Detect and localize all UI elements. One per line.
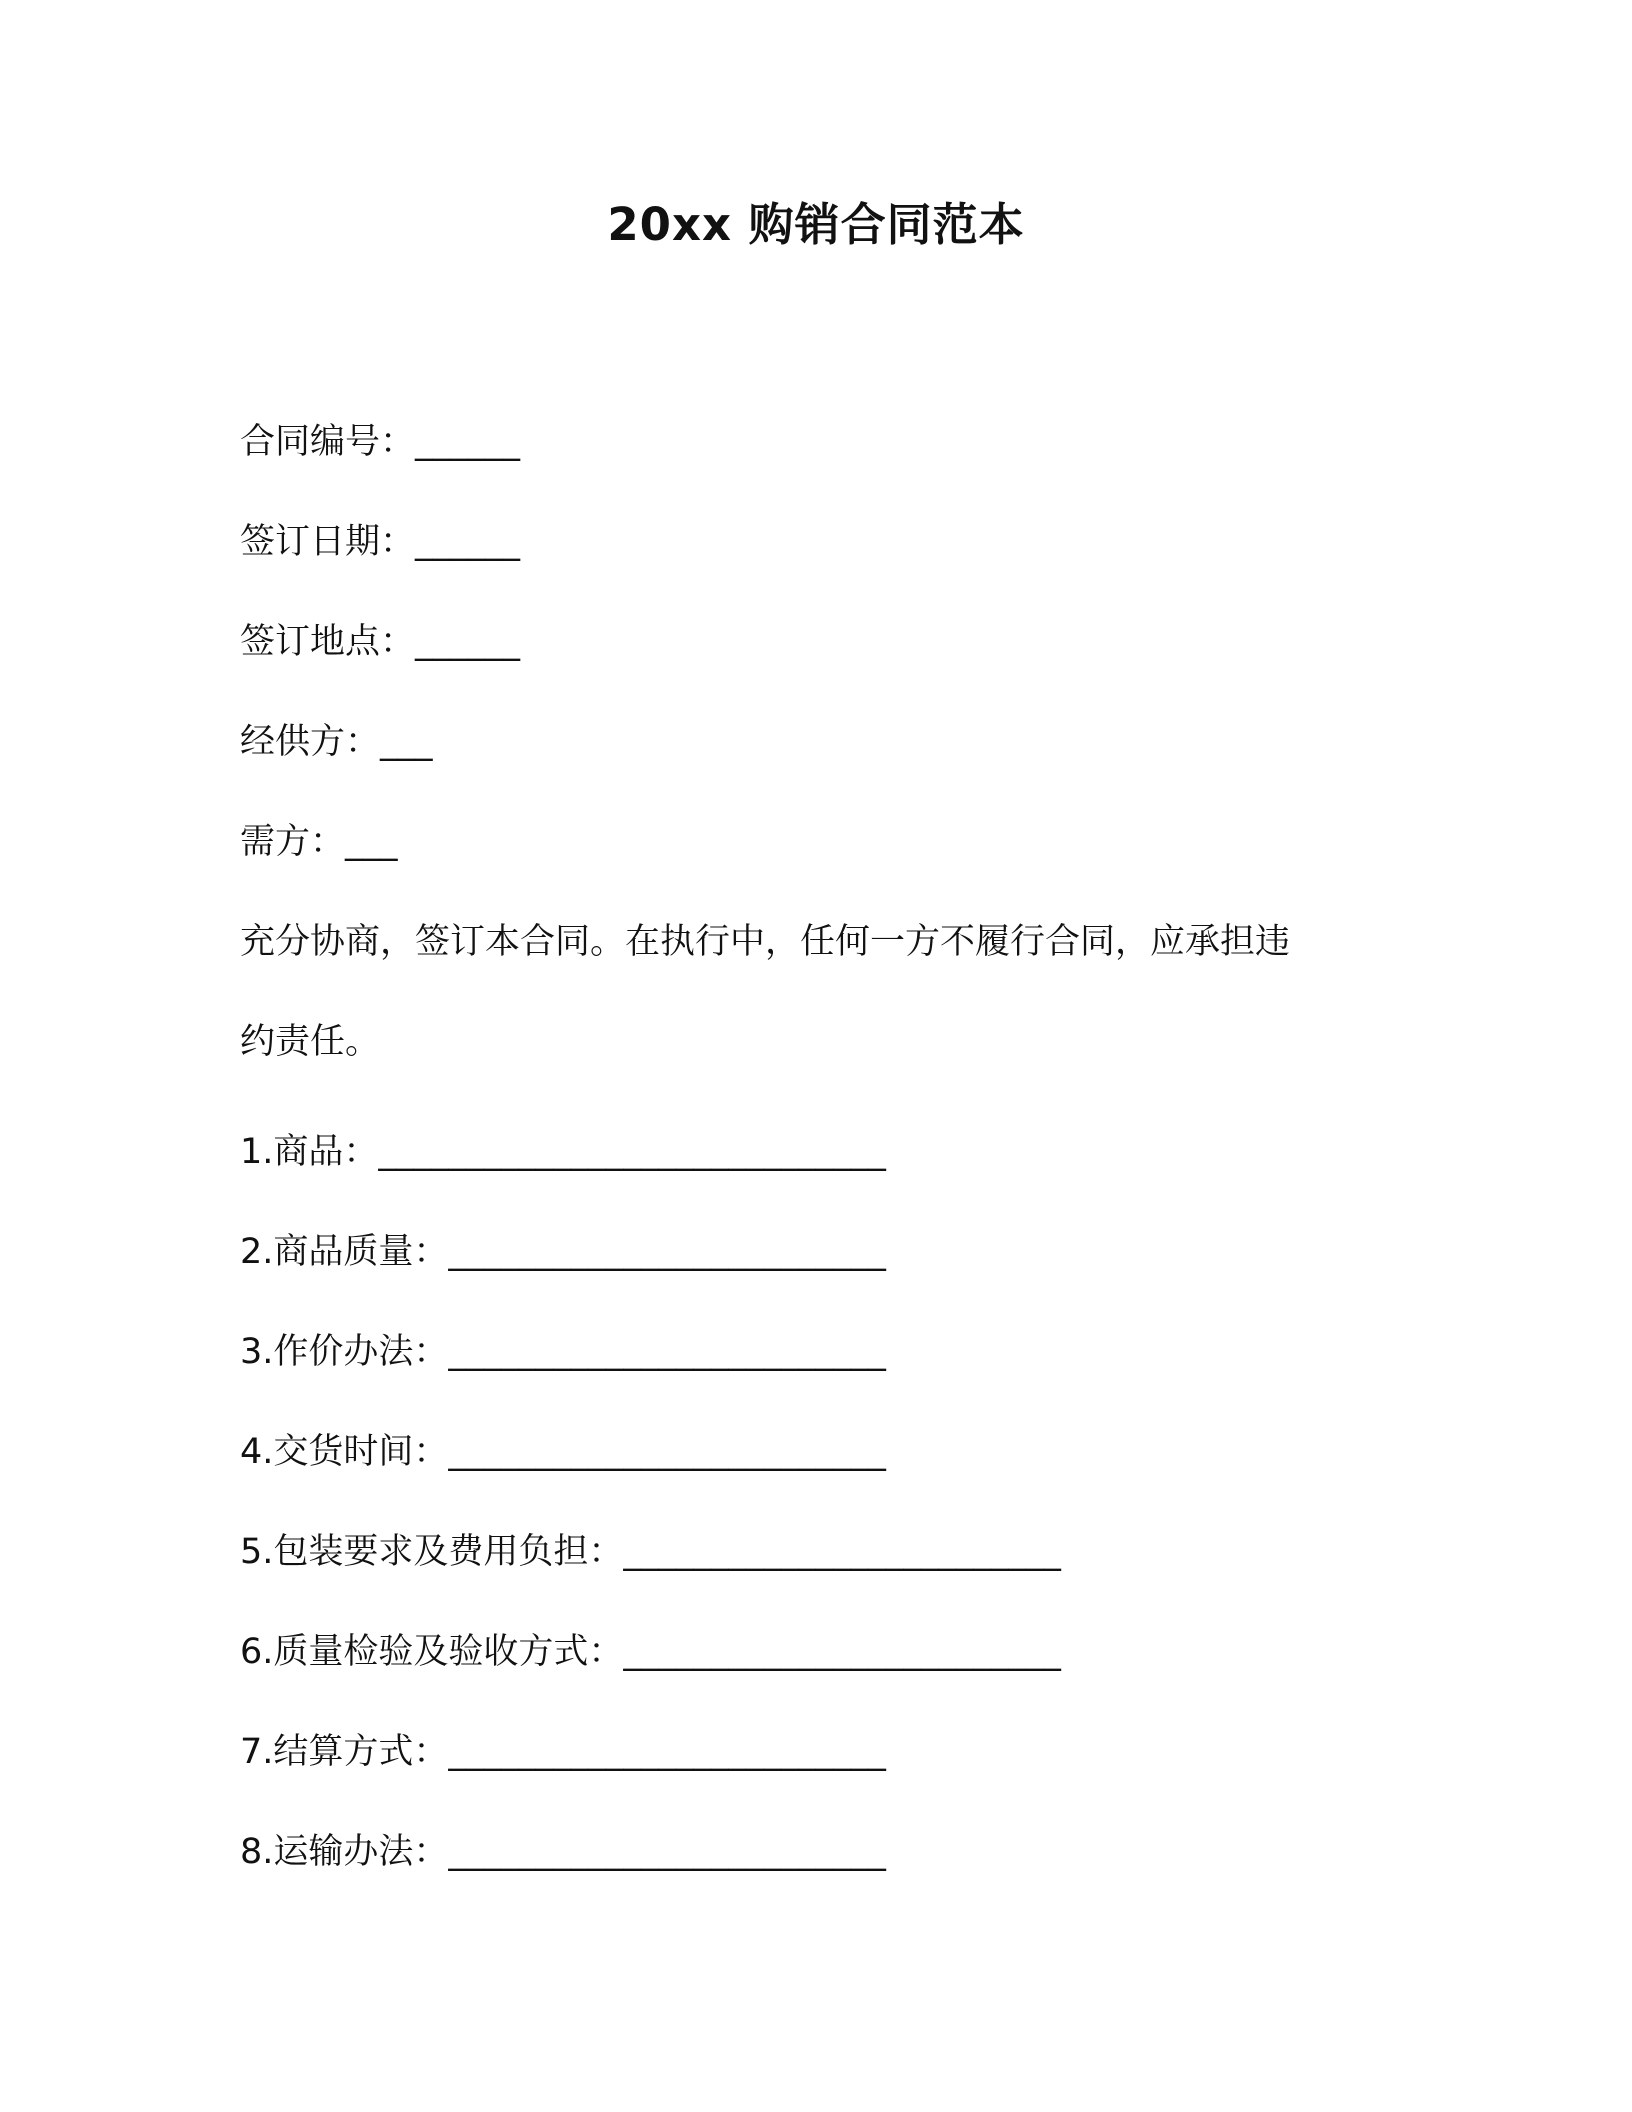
clause-blank: _________________________ (448, 1232, 886, 1272)
buyer-line (240, 817, 398, 867)
sign-place-blank: ______ (415, 622, 521, 662)
clause-blank: _________________________ (448, 1732, 886, 1772)
clause-goods-quality (240, 1227, 886, 1277)
clause-label: 2.商品质量： (240, 1232, 449, 1272)
sign-date-blank: ______ (415, 522, 521, 562)
contract-number-blank: ______ (415, 422, 521, 462)
clause-label: 3.作价办法： (240, 1332, 449, 1372)
clause-inspection (240, 1627, 1061, 1677)
supplier-blank: ___ (380, 722, 433, 762)
intro-paragraph-line-2: 约责任。 (240, 1022, 381, 1062)
clause-blank: _________________________ (623, 1532, 1061, 1572)
clause-settlement (240, 1727, 886, 1777)
supplier-line (240, 717, 433, 767)
clause-blank: _________________________ (623, 1632, 1061, 1672)
sign-place-line (240, 617, 520, 667)
clause-transport (240, 1827, 886, 1877)
clause-label: 4.交货时间： (240, 1432, 449, 1472)
clause-packaging (240, 1527, 1061, 1577)
contract-number-line (240, 417, 520, 467)
clause-blank: _____________________________ (378, 1132, 886, 1172)
intro-paragraph-line-1: 充分协商，签订本合同。在执行中，任何一方不履行合同，应承担违 (240, 922, 1291, 962)
clause-blank: _________________________ (448, 1332, 886, 1372)
sign-place-label: 签订地点： (240, 622, 416, 662)
clause-blank: _________________________ (448, 1432, 886, 1472)
document-title: 20xx 购销合同范本 (607, 198, 1025, 251)
contract-number-label: 合同编号： (240, 422, 416, 462)
supplier-label: 经供方： (240, 722, 381, 762)
clause-pricing-method (240, 1327, 886, 1377)
sign-date-label: 签订日期： (240, 522, 416, 562)
clause-goods (240, 1127, 886, 1177)
buyer-blank: ___ (345, 822, 398, 862)
buyer-label: 需方： (240, 822, 346, 862)
clause-blank: _________________________ (448, 1832, 886, 1872)
clause-label: 1.商品： (240, 1132, 379, 1172)
clause-delivery-time (240, 1427, 886, 1477)
clause-label: 8.运输办法： (240, 1832, 449, 1872)
clause-label: 7.结算方式： (240, 1732, 449, 1772)
clause-label: 5.包装要求及费用负担： (240, 1532, 624, 1572)
clause-label: 6.质量检验及验收方式： (240, 1632, 624, 1672)
sign-date-line (240, 517, 520, 567)
